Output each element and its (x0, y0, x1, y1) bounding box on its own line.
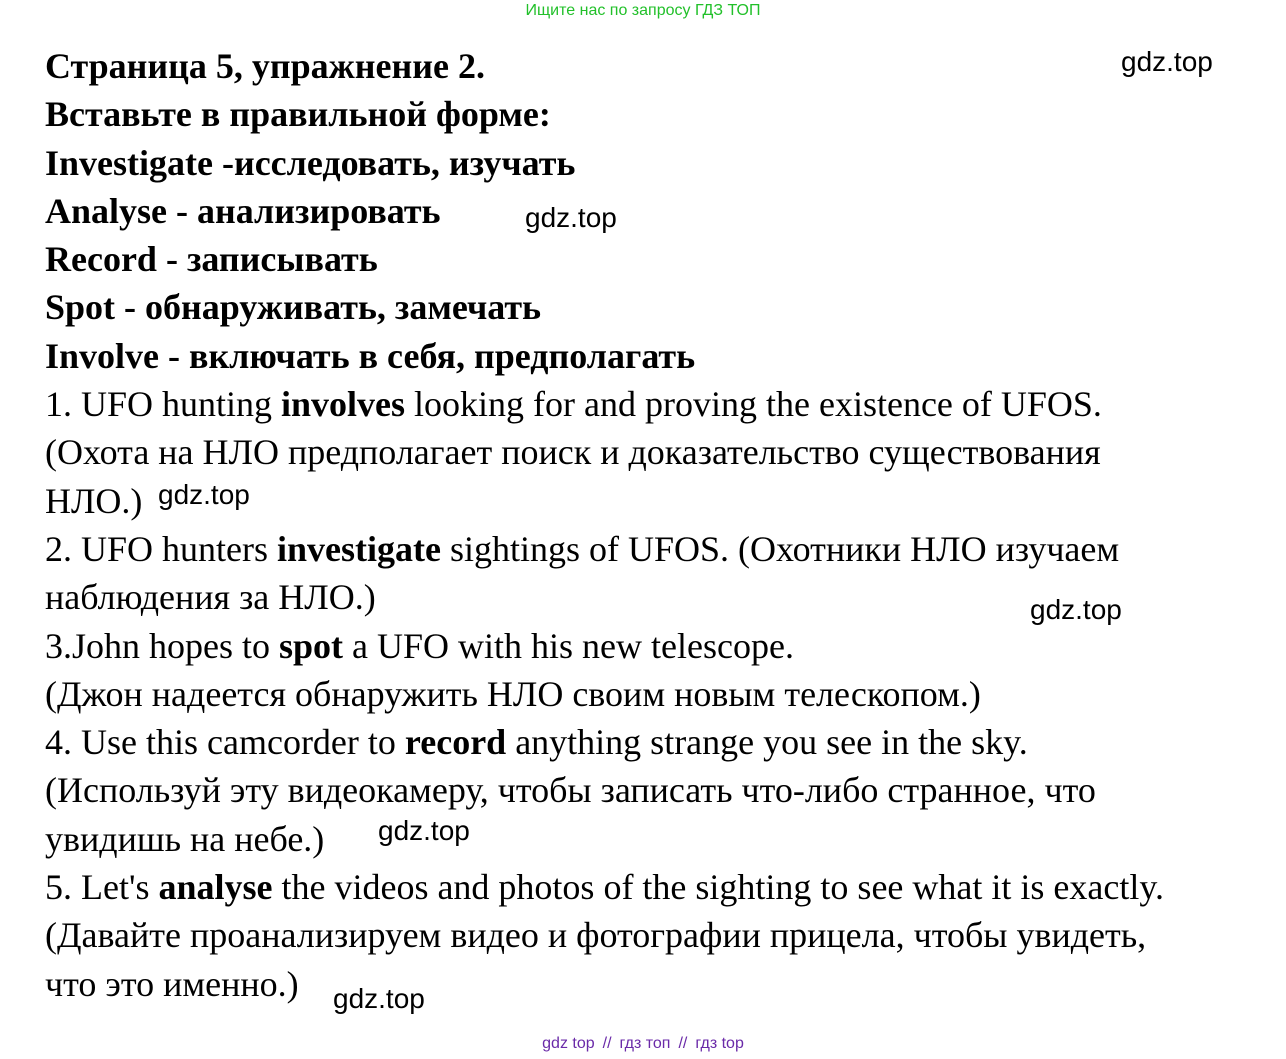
sentence-3-suffix: a UFO with his new telescope. (343, 625, 794, 666)
sentence-3-translation-line-1: (Джон надеется обнаружить НЛО своим новым телескопом.) (45, 673, 981, 714)
sentence-4-prefix: 4. Use this camcorder to (45, 722, 405, 763)
sentence-2-suffix: sightings of UFOS. (Охотники НЛО изучаем (440, 528, 1120, 569)
sentence-2 (45, 525, 1275, 573)
sentence-1-translation-line-1: (Охота на НЛО предполагает поиск и доказательство существования (45, 432, 1101, 473)
search-banner: Ищите нас по запросу ГДЗ ТОП (525, 2, 761, 19)
page-title: Страница 5, упражнение 2. (45, 46, 485, 86)
sentence-5 (45, 863, 1275, 911)
vocab-item-spot: Spot - обнаруживать, замечать (45, 287, 542, 328)
vocab-item-investigate: Investigate -исследовать, изучать (45, 142, 576, 183)
sentence-1-answer: involves (281, 384, 406, 425)
sentence-2-answer: investigate (277, 528, 441, 569)
footer-item: гдз топ (619, 1035, 671, 1052)
sentence-5-translation-line-2: что это именно.) (45, 963, 299, 1004)
vocab-item-analyse: Analyse - анализировать (45, 190, 441, 231)
sentence-2-prefix: 2. UFO hunters (45, 528, 277, 569)
watermark: gdz.top (333, 983, 425, 1014)
footer (0, 1034, 1286, 1054)
vocab-item-record: Record - записывать (45, 239, 378, 280)
sentence-2-translation-line-1: наблюдения за НЛО.) (45, 577, 376, 618)
watermark: gdz.top (525, 202, 617, 233)
instruction: Вставьте в правильной форме: (45, 94, 551, 135)
sentence-4-translation-line-1: (Используй эту видеокамеру, чтобы записать что-либо странное, что (45, 770, 1096, 811)
sentence-5-prefix: 5. Let's (45, 867, 159, 908)
exercise-content (45, 42, 1275, 1008)
watermark: gdz.top (1121, 46, 1213, 77)
sentence-3 (45, 622, 1275, 670)
sentence-1 (45, 380, 1275, 428)
sentence-5-suffix: the videos and photos of the sighting to see what it is exactly. (272, 867, 1164, 908)
sentence-4-translation-line-2: увидишь на небе.) (45, 818, 325, 859)
footer-separator: // (678, 1035, 688, 1052)
sentence-1-suffix: looking for and proving the existence of UFOS. (405, 384, 1102, 425)
vocab-item-involve: Involve - включать в себя, предполагать (45, 335, 696, 376)
watermark: gdz.top (378, 815, 470, 846)
watermark: gdz.top (158, 479, 250, 510)
sentence-4-suffix: anything strange you see in the sky. (506, 722, 1028, 763)
watermark: gdz.top (1030, 594, 1122, 625)
sentence-1-prefix: 1. UFO hunting (45, 384, 282, 425)
sentence-3-answer: spot (279, 625, 344, 666)
footer-item: gdz top (542, 1035, 595, 1052)
footer-item: гдз top (695, 1035, 744, 1052)
sentence-5-translation-line-1: (Давайте проанализируем видео и фотографии прицела, чтобы увидеть, (45, 915, 1147, 956)
footer-separator: // (602, 1035, 612, 1052)
sentence-1-translation-line-2: НЛО.) (45, 480, 143, 521)
sentence-5-answer: analyse (158, 867, 273, 908)
sentence-4-answer: record (404, 722, 507, 763)
sentence-3-prefix: 3.John hopes to (45, 625, 279, 666)
sentence-4 (45, 718, 1275, 766)
